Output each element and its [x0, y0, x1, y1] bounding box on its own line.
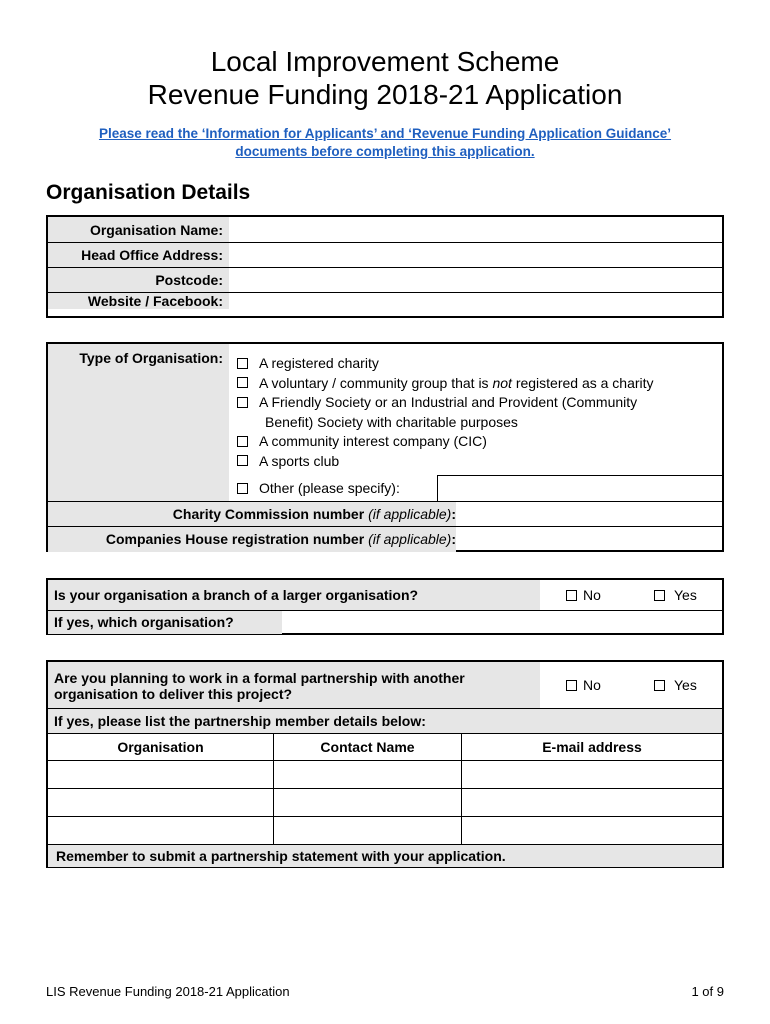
column-header-organisation: Organisation — [48, 734, 274, 760]
branch-yes-option[interactable]: Yes — [630, 580, 722, 610]
checkbox[interactable] — [237, 483, 248, 494]
checkbox[interactable] — [237, 377, 248, 388]
charity-number-label: Charity Commission number (if applicable): — [48, 502, 456, 526]
footer-document-title: LIS Revenue Funding 2018-21 Application — [46, 984, 290, 999]
column-header-email: E-mail address — [542, 739, 642, 755]
companies-house-row — [48, 527, 722, 552]
checkbox[interactable] — [566, 680, 577, 691]
head-office-address-field[interactable] — [229, 243, 722, 267]
other-specify-field[interactable] — [437, 475, 722, 501]
checkbox[interactable] — [237, 436, 248, 447]
branch-table — [46, 578, 724, 635]
branch-organisation-field[interactable] — [282, 611, 722, 634]
partnership-header-row — [48, 733, 722, 761]
guidance-link-line1: Please read the ‘Information for Applicants’ and ‘Revenue Funding Application Guidance’ — [98, 126, 672, 141]
option-friendly-society[interactable]: A Friendly Society or an Industrial and Provident (Community — [237, 393, 717, 413]
footer-page-number: 1 of 9 — [691, 984, 724, 999]
checkbox[interactable] — [566, 590, 577, 601]
checkbox[interactable] — [654, 680, 665, 691]
branch-question: Is your organisation a branch of a larger organisation? — [48, 580, 540, 610]
page-title-line2: Revenue Funding 2018-21 Application — [147, 79, 623, 110]
org-type-options — [229, 344, 722, 501]
partnership-table — [46, 660, 724, 868]
checkbox[interactable] — [654, 590, 665, 601]
organisation-name-label: Organisation Name: — [48, 217, 229, 242]
table-row — [48, 789, 722, 817]
partnership-list-label: If yes, please list the partnership member details below: — [48, 709, 722, 733]
website-label: Website / Facebook: — [48, 293, 229, 309]
email-cell[interactable] — [462, 761, 722, 788]
contact-name-cell[interactable] — [274, 761, 462, 788]
charity-number-row — [48, 502, 722, 527]
org-type-row — [48, 344, 722, 502]
org-type-label: Type of Organisation: — [48, 344, 229, 501]
partnership-yes-option[interactable]: Yes — [630, 662, 722, 708]
page-title-line1: Local Improvement Scheme — [210, 46, 560, 77]
other-row — [229, 475, 722, 501]
contact-name-cell[interactable] — [274, 789, 462, 816]
detail-row — [48, 243, 722, 268]
checkbox[interactable] — [237, 455, 248, 466]
branch-no-option[interactable]: No — [540, 580, 630, 610]
organisation-cell[interactable] — [48, 761, 274, 788]
companies-house-field[interactable] — [456, 527, 722, 552]
detail-row — [48, 293, 722, 309]
partnership-question: Are you planning to work in a formal partnership with another organisation to deliver this project? — [48, 662, 540, 708]
organisation-name-field[interactable] — [229, 217, 722, 242]
website-field[interactable] — [229, 293, 722, 309]
organisation-cell[interactable] — [48, 789, 274, 816]
detail-row — [48, 217, 722, 243]
organisation-type-table — [46, 342, 724, 552]
email-cell[interactable] — [462, 817, 722, 844]
organisation-details-table — [46, 215, 724, 318]
partnership-no-option[interactable]: No — [540, 662, 630, 708]
checkbox[interactable] — [237, 397, 248, 408]
detail-row — [48, 268, 722, 293]
guidance-link[interactable] — [40, 125, 730, 161]
column-header-contact-name: Contact Name — [274, 734, 462, 760]
guidance-link-line2: documents before completing this application. — [235, 144, 535, 159]
option-voluntary-group[interactable]: A voluntary / community group that is not registered as a charity — [237, 374, 717, 394]
head-office-address-label: Head Office Address: — [48, 243, 229, 267]
section-title: Organisation Details — [46, 181, 251, 204]
branch-followup-row — [48, 611, 722, 634]
option-registered-charity[interactable]: A registered charity — [237, 354, 717, 374]
organisation-cell[interactable] — [48, 817, 274, 844]
companies-house-label: Companies House registration number (if applicable): — [48, 527, 456, 552]
postcode-label: Postcode: — [48, 268, 229, 292]
contact-name-cell[interactable] — [274, 817, 462, 844]
email-cell[interactable] — [462, 789, 722, 816]
option-other[interactable]: Other (please specify): — [229, 475, 437, 501]
option-sports-club[interactable]: A sports club — [237, 452, 717, 472]
table-row — [48, 817, 722, 845]
option-friendly-society-cont: Benefit) Society with charitable purposes — [265, 413, 518, 430]
option-cic[interactable]: A community interest company (CIC) — [237, 432, 717, 452]
branch-question-row — [48, 580, 722, 611]
branch-followup-label: If yes, which organisation? — [48, 611, 282, 634]
postcode-field[interactable] — [229, 268, 722, 292]
table-row — [48, 761, 722, 789]
checkbox[interactable] — [237, 358, 248, 369]
partnership-reminder: Remember to submit a partnership statement with your application. — [48, 845, 722, 867]
charity-number-field[interactable] — [456, 502, 722, 526]
partnership-question-row — [48, 662, 722, 709]
